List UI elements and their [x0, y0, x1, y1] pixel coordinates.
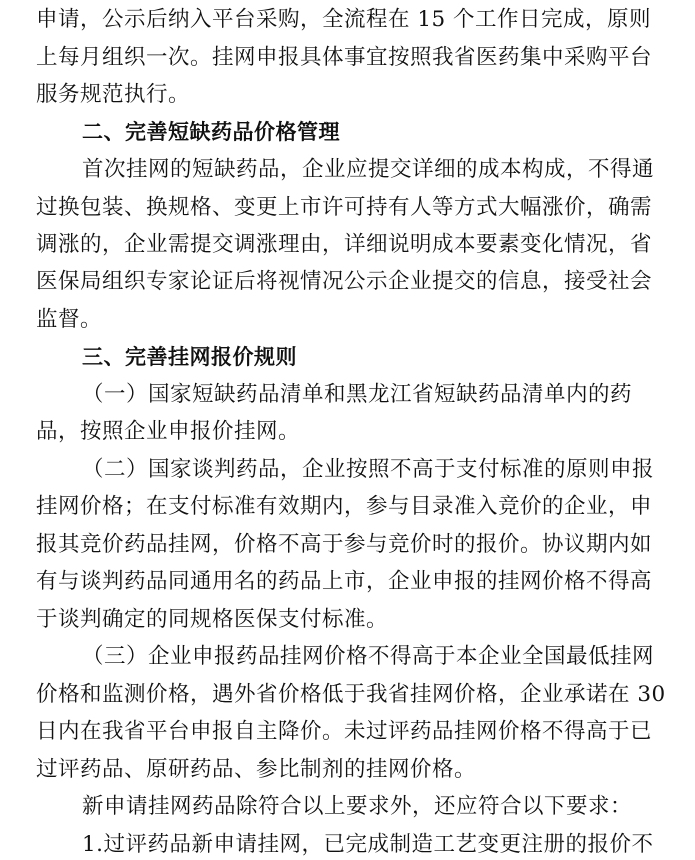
paragraph-line: 价格和监测价格，遇外省价格低于我省挂网价格，企业承诺在 30 — [36, 682, 666, 707]
paragraph-line: 有与谈判药品同通用名的药品上市，企业申报的挂网价格不得高 — [36, 569, 653, 594]
paragraph-line: 品，按照企业申报价挂网。 — [36, 419, 301, 444]
section-heading-3: 三、完善挂网报价规则 — [82, 345, 297, 369]
paragraph-line: 报其竞价药品挂网，价格不高于参与竞价时的报价。协议期内如 — [36, 532, 653, 557]
paragraph-line: 监督。 — [36, 307, 103, 332]
paragraph-line: 服务规范执行。 — [36, 82, 191, 107]
paragraph-line: 日内在我省平台申报自主降价。未过评药品挂网价格不得高于已 — [36, 719, 653, 744]
paragraph-line: 上每月组织一次。挂网申报具体事宜按照我省医药集中采购平台 — [36, 45, 653, 70]
paragraph-line: 调涨的，企业需提交调涨理由，详细说明成本要素变化情况，省 — [36, 232, 653, 257]
paragraph-line: （三）企业申报药品挂网价格不得高于本企业全国最低挂网 — [82, 644, 655, 669]
paragraph-line: 新申请挂网药品除符合以上要求外，还应符合以下要求： — [82, 794, 633, 819]
paragraph-line: 挂网价格；在支付标准有效期内，参与目录准入竞价的企业，申 — [36, 494, 653, 519]
paragraph-line: 于谈判确定的同规格医保支付标准。 — [36, 607, 389, 632]
paragraph-line: 过换包装、换规格、变更上市许可持有人等方式大幅涨价，确需 — [36, 195, 653, 220]
paragraph-line: 医保局组织专家论证后将视情况公示企业提交的信息，接受社会 — [36, 269, 653, 294]
section-heading-2: 二、完善短缺药品价格管理 — [82, 120, 340, 144]
paragraph-line: 申请，公示后纳入平台采购，全流程在 15 个工作日完成，原则 — [36, 7, 652, 32]
paragraph-line: （一）国家短缺药品清单和黑龙江省短缺药品清单内的药 — [82, 382, 633, 407]
paragraph-line: 首次挂网的短缺药品，企业应提交详细的成本构成，不得通 — [82, 157, 655, 182]
paragraph-line: 过评药品、原研药品、参比制剂的挂网价格。 — [36, 757, 477, 782]
paragraph-line: 1.过评药品新申请挂网，已完成制造工艺变更注册的报价不 — [82, 832, 654, 857]
paragraph-line: （二）国家谈判药品，企业按照不高于支付标准的原则申报 — [82, 457, 655, 482]
